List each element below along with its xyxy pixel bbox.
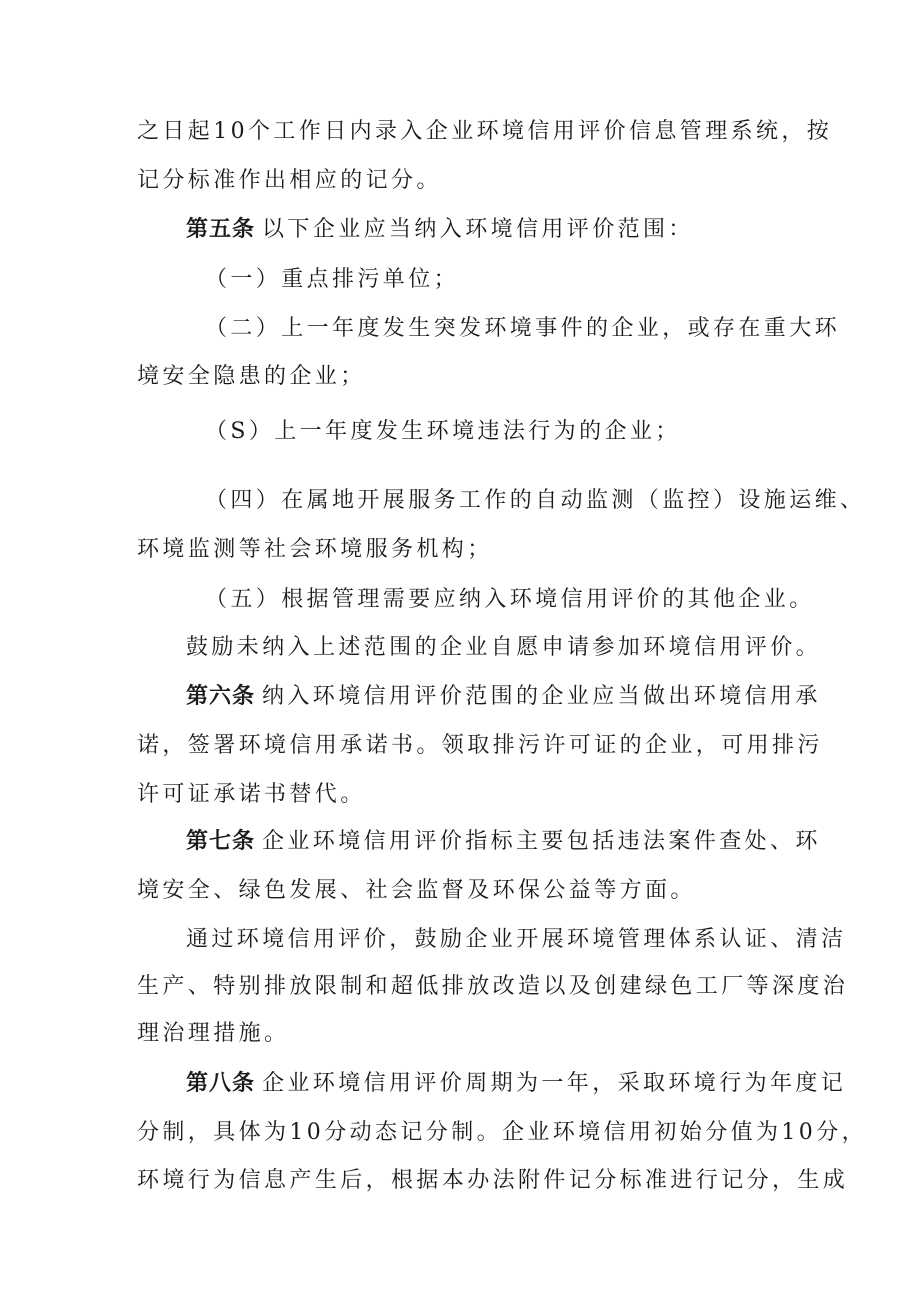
text-line: （五）根据管理需要应纳入环境信用评价的其他企业。 <box>205 587 815 612</box>
text-line: （S）上一年度发生环境违法行为的企业； <box>205 419 681 444</box>
text-line: 企业环境信用评价指标主要包括违法案件查处、环 <box>262 829 821 854</box>
text-line: 分制，具体为10分动态记分制。企业环境信用初始分值为10分， <box>137 1120 867 1145</box>
text-line: （二）上一年度发生突发环境事件的企业，或存在重大环 <box>205 316 841 341</box>
text-line: 境安全、绿色发展、社会监督及环保公益等方面。 <box>137 878 696 903</box>
text-line: （四）在属地开展服务工作的自动监测（监控）设施运维、 <box>205 488 866 513</box>
text-line: 企业环境信用评价周期为一年，采取环境行为年度记 <box>262 1071 847 1096</box>
text-line: 鼓励未纳入上述范围的企业自愿申请参加环境信用评价。 <box>186 635 822 660</box>
article-heading: 第五条 <box>186 217 256 242</box>
article-heading: 第六条 <box>186 684 256 709</box>
article-heading: 第八条 <box>186 1071 256 1096</box>
text-line: 诺，签署环境信用承诺书。领取排污许可证的企业，可用排污 <box>137 733 823 758</box>
text-line: 记分标准作出相应的记分。 <box>137 168 442 193</box>
article-heading: 第七条 <box>186 829 256 854</box>
text-line: 境安全隐患的企业； <box>137 364 366 389</box>
text-line: 纳入环境信用评价范围的企业应当做出环境信用承 <box>262 684 821 709</box>
text-line: 许可证承诺书替代。 <box>137 782 366 807</box>
text-line: 之日起10个工作日内录入企业环境信用评价信息管理系统，按 <box>137 119 833 144</box>
text-line: 通过环境信用评价，鼓励企业开展环境管理体系认证、清洁 <box>186 927 847 952</box>
text-line: 环境监测等社会环境服务机构； <box>137 537 493 562</box>
text-line: （一）重点排污单位； <box>205 267 460 292</box>
text-line: 以下企业应当纳入环境信用评价范围： <box>262 217 694 242</box>
text-line: 生产、特别排放限制和超低排放改造以及创建绿色工厂等深度治 <box>137 974 849 999</box>
text-line: 环境行为信息产生后，根据本办法附件记分标准进行记分，生成 <box>137 1168 849 1193</box>
text-line: 理治理措施。 <box>137 1021 290 1046</box>
